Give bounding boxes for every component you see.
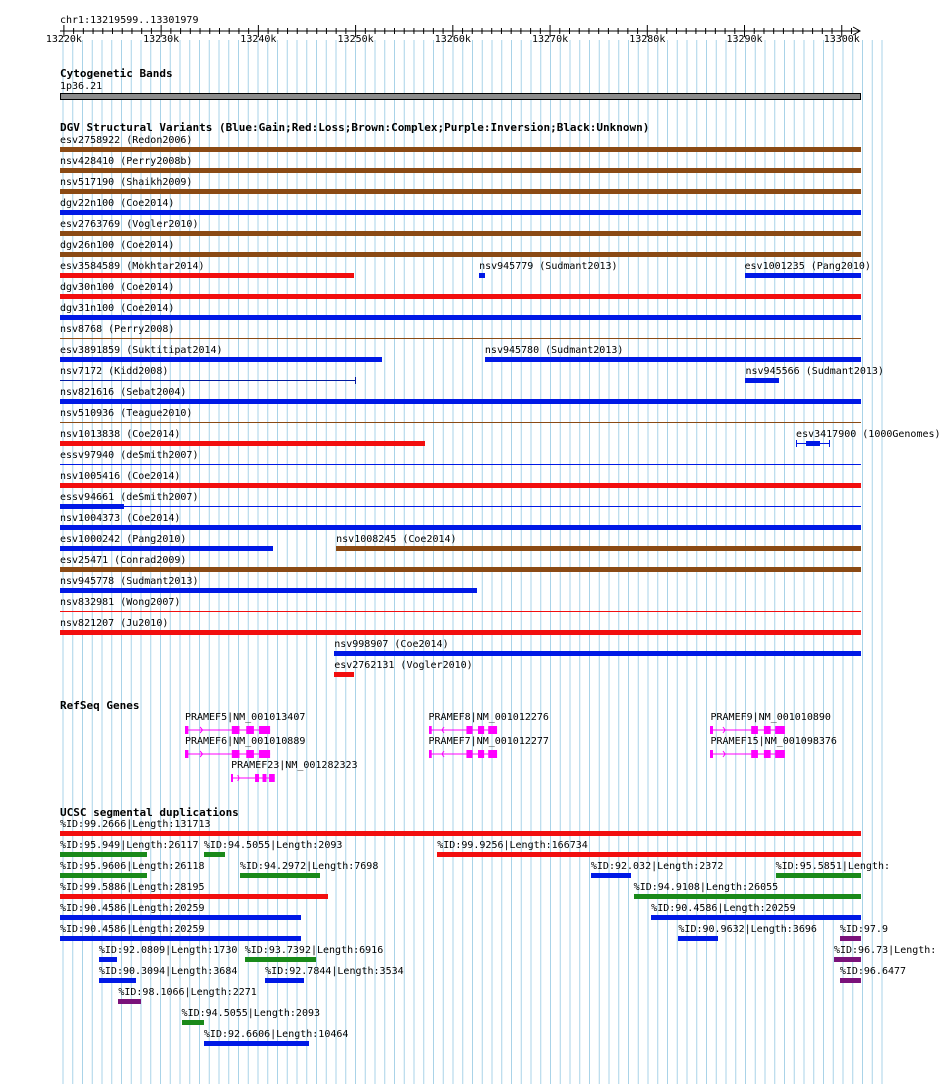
segdup-bar[interactable]	[60, 936, 301, 941]
dgv-variant-bar[interactable]	[334, 651, 861, 656]
segdup-bar[interactable]	[591, 873, 631, 878]
gene-exon	[232, 750, 240, 758]
gene-model[interactable]	[427, 748, 500, 760]
ruler-tick-label: 13270k	[531, 34, 569, 45]
dgv-variant-label: esv3891859 (Suktitipat2014)	[60, 345, 223, 356]
gene-exon	[255, 774, 259, 782]
gene-exon	[710, 726, 713, 734]
cyto-band-bar[interactable]	[60, 93, 861, 100]
dgv-variant-bar[interactable]	[60, 611, 861, 612]
gene-exon	[752, 726, 759, 734]
dgv-variant-bar[interactable]	[60, 504, 124, 509]
dgv-variant-bar[interactable]	[60, 294, 861, 299]
dgv-variant-bar[interactable]	[60, 483, 861, 488]
ruler-tick-label: 13290k	[726, 34, 763, 45]
dgv-variant-bar[interactable]	[60, 231, 861, 236]
gene-exon	[488, 726, 497, 734]
segdup-bar[interactable]	[182, 1020, 204, 1025]
dgv-variant-bar[interactable]	[745, 273, 861, 278]
dgv-variant-label: dgv30n100 (Coe2014)	[60, 282, 175, 293]
segdup-bar[interactable]	[840, 978, 861, 983]
dgv-variant-bar[interactable]	[60, 441, 425, 446]
ruler-tick-label: 13280k	[629, 34, 666, 45]
dgv-variant-bar[interactable]	[60, 147, 861, 152]
dgv-variant-label: esv3417900 (1000Genomes)	[796, 429, 941, 440]
dgv-variant-bar[interactable]	[336, 546, 861, 551]
dgv-variant-label: nsv510936 (Teague2010)	[60, 408, 193, 419]
segdup-label: %ID:96.73|Length:	[833, 945, 937, 956]
dgv-variant-bar[interactable]	[60, 525, 861, 530]
dgv-variant-label: nsv821207 (Ju2010)	[60, 618, 169, 629]
dgv-track-title: DGV Structural Variants (Blue:Gain;Red:Loss;Brown:Complex;Purple:Inversion;Black:Unknown)	[60, 121, 650, 134]
dgv-variant-label: nsv428410 (Perry2008b)	[60, 156, 193, 167]
gene-exon	[478, 750, 484, 758]
gene-exon	[185, 750, 188, 758]
dgv-variant-label: esv3584589 (Mokhtar2014)	[60, 261, 205, 272]
ruler-tick-label: 13250k	[337, 34, 374, 45]
ruler-position: chr1:13219599..13301979	[60, 15, 199, 26]
segdup-bar[interactable]	[60, 831, 861, 836]
segdup-bar[interactable]	[118, 999, 140, 1004]
dgv-variant-label: nsv1008245 (Coe2014)	[336, 534, 457, 545]
dgv-variant-label: nsv945566 (Sudmant2013)	[745, 366, 884, 377]
segdup-bar[interactable]	[840, 936, 861, 941]
gene-exon	[466, 726, 472, 734]
refseq-gene-label: PRAMEF6|NM_001010889	[184, 736, 306, 747]
gene-exon	[488, 750, 497, 758]
gene-exon	[429, 750, 432, 758]
dgv-variant-bar[interactable]	[60, 380, 356, 381]
segdup-label: %ID:94.2972|Length:7698	[239, 861, 379, 872]
dgv-variant-label: esv2763769 (Vogler2010)	[60, 219, 199, 230]
cyto-band-label: 1p36.21	[60, 81, 103, 92]
gene-exon	[232, 726, 240, 734]
dgv-variant-label: nsv821616 (Sebat2004)	[60, 387, 187, 398]
dgv-variant-bar[interactable]	[60, 630, 861, 635]
dgv-variant-label: nsv1013838 (Coe2014)	[60, 429, 181, 440]
dgv-variant-bar[interactable]	[60, 252, 861, 257]
dgv-variant-label: nsv8768 (Perry2008)	[60, 324, 175, 335]
segdup-label: %ID:94.9108|Length:26055	[633, 882, 779, 893]
segdup-bar[interactable]	[437, 852, 861, 857]
gene-exon	[776, 750, 786, 758]
dgv-variant-label: nsv1005416 (Coe2014)	[60, 471, 181, 482]
ruler-tick-label: 13300k	[823, 34, 860, 45]
dgv-variant-bar[interactable]	[745, 378, 778, 383]
dgv-variant-bar[interactable]	[60, 567, 861, 572]
dgv-variant-bar[interactable]	[60, 315, 861, 320]
dgv-variant-label: essv97940 (deSmith2007)	[60, 450, 199, 461]
segdup-label: %ID:90.4586|Length:20259	[60, 903, 205, 914]
dgv-variant-bar[interactable]	[60, 422, 861, 423]
dgv-variant-bar[interactable]	[60, 273, 354, 278]
refseq-gene-label: PRAMEF9|NM_001010890	[710, 712, 831, 723]
segdup-bar[interactable]	[776, 873, 861, 878]
dgv-variant-label: nsv998907 (Coe2014)	[334, 639, 449, 650]
dgv-variant-label: nsv517190 (Shaikh2009)	[60, 177, 193, 188]
segdup-label: %ID:90.9632|Length:3696	[678, 924, 817, 935]
dgv-variant-label: nsv7172 (Kidd2008)	[60, 366, 169, 377]
dgv-variant-label: nsv832981 (Wong2007)	[60, 597, 181, 608]
dgv-variant-end-cap	[829, 440, 830, 447]
dgv-variant-bar[interactable]	[479, 273, 485, 278]
dgv-variant-end-cap	[796, 440, 797, 447]
segdup-label: %ID:93.7392|Length:6916	[244, 945, 384, 956]
ruler-tick-label: 13230k	[143, 34, 180, 45]
dgv-variant-label: dgv31n100 (Coe2014)	[60, 303, 175, 314]
segdup-label: %ID:96.6477	[839, 966, 907, 977]
dgv-variant-bar[interactable]	[485, 357, 861, 362]
gene-exon	[263, 774, 267, 782]
segdup-bar[interactable]	[99, 957, 117, 962]
refseq-gene-label: PRAMEF5|NM_001013407	[184, 712, 306, 723]
gene-model[interactable]	[229, 772, 277, 784]
segdup-bar[interactable]	[651, 915, 861, 920]
gene-exon	[259, 750, 270, 758]
gene-exon	[776, 726, 786, 734]
segdup-label: %ID:92.6606|Length:10464	[203, 1029, 349, 1040]
segdup-label: %ID:95.9606|Length:26118	[60, 861, 205, 872]
dgv-variant-bar[interactable]	[60, 588, 477, 593]
dgv-variant-bar[interactable]	[60, 546, 273, 551]
segdup-label: %ID:98.1066|Length:2271	[118, 987, 257, 998]
segdup-label: %ID:95.949|Length:26117	[60, 840, 199, 851]
dgv-variant-label: nsv945780 (Sudmant2013)	[484, 345, 624, 356]
dgv-variant-bar[interactable]	[60, 464, 861, 465]
gene-model[interactable]	[708, 748, 787, 760]
gene-model[interactable]	[183, 748, 273, 760]
dgv-variant-bar[interactable]	[60, 168, 861, 173]
segdup-bar[interactable]	[834, 957, 861, 962]
gene-exon	[429, 726, 432, 734]
segdup-label: %ID:94.5055|Length:2093	[181, 1008, 321, 1019]
dgv-variant-label: nsv945778 (Sudmant2013)	[60, 576, 199, 587]
segdup-label: %ID:99.5886|Length:28195	[60, 882, 205, 893]
gene-exon	[478, 726, 484, 734]
dgv-variant-label: esv2758922 (Redon2006)	[60, 135, 193, 146]
gene-exon	[269, 774, 275, 782]
gene-exon	[259, 726, 270, 734]
segdup-bar[interactable]	[99, 978, 136, 983]
segdup-bar[interactable]	[634, 894, 861, 899]
dgv-variant-bar[interactable]	[334, 672, 353, 677]
segdup-label: %ID:99.9256|Length:166734	[437, 840, 588, 851]
cyto-track-title: Cytogenetic Bands	[60, 67, 173, 80]
gene-exon	[764, 726, 771, 734]
segdup-label: %ID:90.3094|Length:3684	[98, 966, 238, 977]
refseq-gene-label: PRAMEF15|NM_001098376	[710, 736, 837, 747]
segdup-bar[interactable]	[60, 915, 301, 920]
dgv-variant-label: esv25471 (Conrad2009)	[60, 555, 187, 566]
segdup-bar[interactable]	[60, 873, 147, 878]
segdup-bar[interactable]	[60, 852, 147, 857]
segdup-bar[interactable]	[245, 957, 316, 962]
refseq-gene-label: PRAMEF7|NM_001012277	[428, 736, 549, 747]
dgv-variant-bar[interactable]	[60, 357, 382, 362]
gene-model[interactable]	[183, 724, 273, 736]
segdup-label: %ID:92.0809|Length:1730	[98, 945, 238, 956]
segdup-label: %ID:95.5851|Length:	[775, 861, 891, 872]
segdup-bar[interactable]	[204, 852, 225, 857]
refseq-gene-label: PRAMEF23|NM_001282323	[231, 760, 358, 771]
segdup-label: %ID:94.5055|Length:2093	[203, 840, 343, 851]
ruler-tick-label: 13220k	[45, 34, 82, 45]
gene-exon	[752, 750, 759, 758]
dgv-variant-bar[interactable]	[60, 338, 861, 339]
gene-exon	[185, 726, 188, 734]
segdup-track-title: UCSC segmental duplications	[60, 806, 239, 819]
dgv-variant-bar[interactable]	[124, 506, 861, 507]
gene-model[interactable]	[708, 724, 787, 736]
ruler-tick-label: 13260k	[434, 34, 471, 45]
segdup-label: %ID:92.032|Length:2372	[590, 861, 724, 872]
dgv-variant-label: esv2762131 (Vogler2010)	[334, 660, 473, 671]
dgv-variant-label: nsv945779 (Sudmant2013)	[479, 261, 618, 272]
dgv-variant-bar[interactable]	[60, 399, 861, 404]
dgv-variant-label: esv1000242 (Pang2010)	[60, 534, 187, 545]
segdup-bar[interactable]	[60, 894, 328, 899]
dgv-variant-label: essv94661 (deSmith2007)	[60, 492, 199, 503]
gene-model[interactable]	[427, 724, 500, 736]
segdup-label: %ID:97.9	[839, 924, 888, 935]
ruler-tick-label: 13240k	[240, 34, 277, 45]
segdup-bar[interactable]	[204, 1041, 309, 1046]
segdup-bar[interactable]	[678, 936, 718, 941]
gene-exon	[764, 750, 771, 758]
refseq-track-title: RefSeq Genes	[60, 699, 140, 712]
gene-exon	[246, 726, 254, 734]
segdup-label: %ID:90.4586|Length:20259	[60, 924, 205, 935]
dgv-variant-label: dgv22n100 (Coe2014)	[60, 198, 175, 209]
dgv-variant-bar[interactable]	[60, 210, 861, 215]
gene-exon	[710, 750, 713, 758]
segdup-label: %ID:90.4586|Length:20259	[651, 903, 796, 914]
segdup-bar[interactable]	[265, 978, 304, 983]
segdup-label: %ID:99.2666|Length:131713	[60, 819, 211, 830]
dgv-variant-bar[interactable]	[60, 189, 861, 194]
gene-exon	[231, 774, 233, 782]
dgv-variant-end-cap	[355, 377, 356, 384]
refseq-gene-label: PRAMEF8|NM_001012276	[428, 712, 549, 723]
segdup-bar[interactable]	[240, 873, 320, 878]
dgv-variant-label: dgv26n100 (Coe2014)	[60, 240, 175, 251]
segdup-label: %ID:92.7844|Length:3534	[265, 966, 404, 977]
gene-exon	[466, 750, 472, 758]
gene-exon	[246, 750, 254, 758]
dgv-variant-label: nsv1004373 (Coe2014)	[60, 513, 181, 524]
dgv-variant-block	[806, 441, 820, 446]
dgv-variant-label: esv1001235 (Pang2010)	[744, 261, 871, 272]
